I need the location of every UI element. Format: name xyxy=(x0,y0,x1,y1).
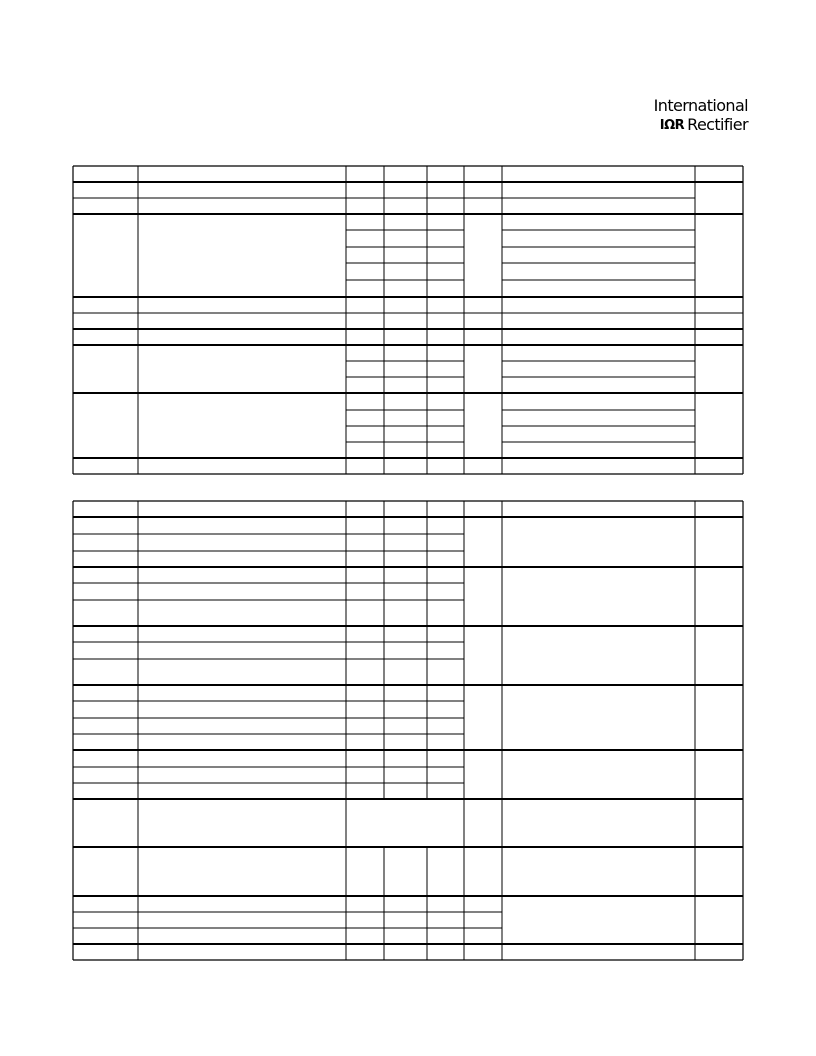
upper-table xyxy=(73,166,743,474)
logo-line-international: International xyxy=(653,96,748,115)
lower-table xyxy=(73,501,743,960)
logo-word-rectifier: Rectifier xyxy=(687,115,748,134)
ior-logo-mark: IΩR xyxy=(659,118,685,133)
